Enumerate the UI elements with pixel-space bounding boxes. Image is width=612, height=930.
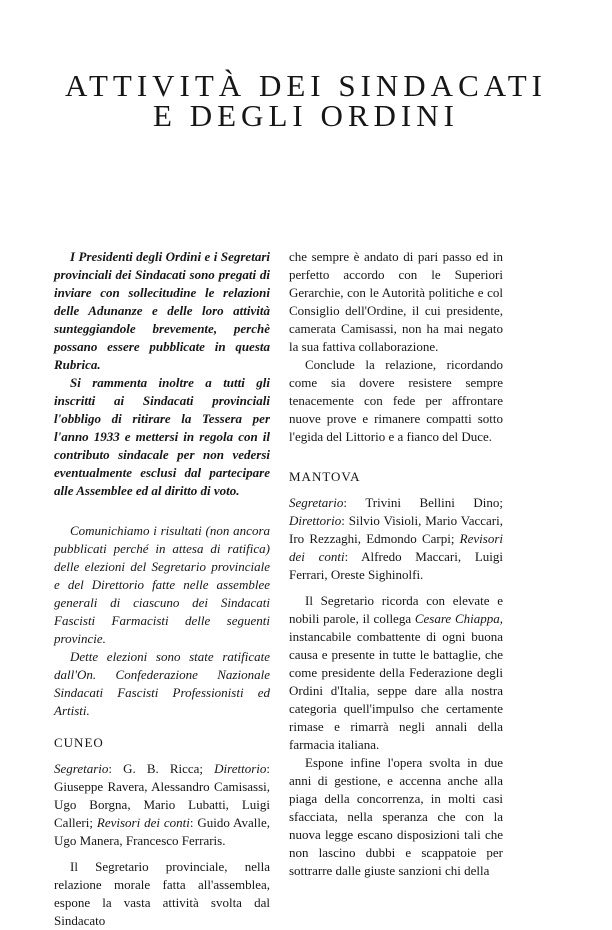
notice-reports-request: I Presidenti degli Ordini e i Segretari provinciali dei Sindacati sono pregati di inviare con sollecitudine le relazioni delle Adunanze e delle loro attività sunteggiandole brevemente, perchè possano essere pubblicate in questa Rubrica. — [54, 249, 270, 372]
segretario-value: Trivini Bellini Dino; — [365, 495, 503, 510]
segretario-label: Segretario — [54, 761, 109, 776]
mantova-officers: Segretario: Trivini Bellini Dino; Direttorio: Silvio Visioli, Mario Vaccari, Iro Rezzaghi, Edmondo Carpi; Revisori dei conti: Alfredo Maccari, Luigi Ferrari, Oreste Sighinolfi. — [289, 495, 503, 582]
mantova-report: Espone infine l'opera svolta in due anni di gestione, e accenna anche alla piaga della concorrenza, in molti casi sfacciata, nella speranza che con la nuova legge escano disposizioni tali che non lascino dubbi e scappatoie per sottrarre dalle giuste sanzioni chi della — [289, 755, 503, 878]
notice-tessera-reminder: Si rammenta inoltre a tutti gli inscritti ai Sindacati provinciali l'obbligo di ritirare la Tessera per l'anno 1933 e mettersi in regola con il contributo sindacale per non vedersi eventualmente esclusi dal partecipare alle Assemblee ed al diritto di voto. — [54, 375, 270, 498]
cuneo-officers: Segretario: G. B. Ricca; Direttorio: Giuseppe Ravera, Alessandro Camisassi, Ugo Borgna, Mario Lubatti, Luigi Calleri; Revisori dei conti: Guido Avalle, Ugo Manera, Francesco Ferraris. — [54, 761, 271, 848]
left-column — [54, 248, 270, 930]
election-results-intro: Comunichiamo i risultati (non ancora pubblicati perché in attesa di ratifica) delle elezioni del Segretario provinciale e del Direttorio fatte nelle assemblee generali di ciascuno dei Sindacati Fascisti Farmacisti delle seguenti provincie. — [54, 523, 270, 646]
direttorio-value: Giuseppe Ravera, Alessandro Camisassi, Ugo Borgna, Mario Lubatti, Luigi Calleri; — [54, 779, 270, 830]
section-heading-mantova: MANTOVA — [289, 469, 361, 484]
election-ratification: Dette elezioni sono state ratificate dall'On. Confederazione Nazionale Sindacati Fascisti Professionisti ed Artisti. — [54, 649, 270, 718]
cuneo-report-conclusion: Conclude la relazione, ricordando come sia dovere resistere sempre tenacemente con fede per affrontare nuove prove e rimanere compatti sotto l'egida del Littorio e a fianco del Duce. — [289, 357, 503, 444]
segretario-label: Segretario — [289, 495, 344, 510]
section-heading-cuneo: CUNEO — [54, 735, 104, 750]
cuneo-report-start: Il Segretario provinciale, nella relazione morale fatta all'assemblea, espone la vasta attività svolta dal Sindacato — [54, 859, 270, 928]
revisori-label: Revisori dei conti — [96, 815, 190, 830]
mantova-tribute-name: Cesare Chiappa, — [414, 611, 503, 626]
revisori-value: Alfredo Maccari, Luigi Ferrari, Oreste Sighinolfi. — [289, 549, 503, 582]
direttorio-label: Direttorio — [214, 761, 267, 776]
mantova-tribute-a: Il Segretario ricorda con elevate e nobili parole, il collega — [289, 593, 503, 626]
direttorio-label: Direttorio — [289, 513, 342, 528]
mantova-tribute-b: instancabile combattente di ogni buona causa e presente in tutte le battaglie, che come presidente della Federazione degli Ordini d'Italia, seppe dare alla nostra categoria quell'impulso che certamente rimase e rimarrà negli annali della farmacia italiana. — [289, 629, 503, 752]
revisori-value: Guido Avalle, Ugo Manera, Francesco Ferraris. — [54, 815, 270, 848]
right-column — [289, 248, 503, 880]
segretario-value: G. B. Ricca; — [123, 761, 204, 776]
direttorio-value: Silvio Visioli, Mario Vaccari, Iro Rezzaghi, Edmondo Carpi; — [289, 513, 503, 546]
mantova-tribute — [289, 592, 503, 754]
page-title-line-1: ATTIVITÀ DEI SINDACATI — [65, 68, 547, 103]
cuneo-report-continued: che sempre è andato di pari passo ed in perfetto accordo con le Superiori Gerarchie, con le Autorità politiche e col Consiglio dell'Ordine, il cui presidente, camerata Camisassi, non ha mai negato la sua fattiva collaborazione. — [289, 249, 503, 354]
revisori-label: Revisori dei conti — [289, 531, 503, 564]
page-title-line-2: E DEGLI ORDINI — [153, 98, 459, 133]
